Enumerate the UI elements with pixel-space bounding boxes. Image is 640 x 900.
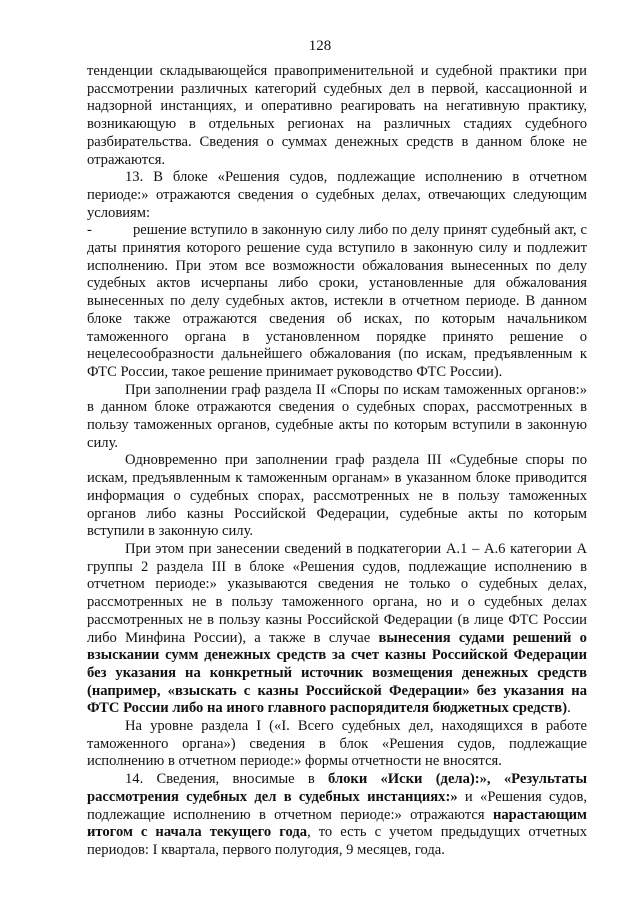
list-dash: -: [87, 222, 92, 239]
text-run: .: [567, 700, 571, 717]
text-run: На уровне раздела I («I. Всего судебных дел, находящихся в работе таможенного органа») сведения в блок «Решения судов, подлежащие исполнению в отчетном периоде:» формы отчетности не вносятся.: [87, 718, 587, 770]
text-run: и «Решения судов, подлежащие исполнению в отчетном периоде:» отражаются: [87, 788, 587, 823]
paragraph: [87, 718, 587, 771]
paragraph: [87, 382, 587, 453]
bold-text-run: вынесения судами решений о взыскании сумм денежных средств за счет казны Российской Федерации без указания на конкретный источник возмещения денежных средств (например, «взыскать с казны Российской Федерации» без указания на ФТС России либо на иного главного распорядителя бюджетных средств): [87, 629, 587, 717]
text-run: При этом при занесении сведений в подкатегории А.1 – А.6 категории А группы 2 раздела III в блоке «Решения судов, подлежащие исполнению в отчетном периоде:» указываются сведения не только о судебных делах, рассмотренных не в пользу таможенного органа, но и о судебных делах рассмотренных не в пользу казны Российской Федерации (в лице ФТС России либо Минфина России), а также в случае: [87, 540, 587, 646]
paragraph: [87, 771, 587, 860]
bold-text-run: блоки «Иски (дела):», «Результаты рассмотрения судебных дел в судебных инстанциях:»: [87, 771, 587, 805]
text-run: 14. Сведения, вносимые в: [125, 771, 329, 788]
text-run: Одновременно при заполнении граф раздела III «Судебные споры по искам, предъявленным к таможенным органам» в указанном блоке приводится информация о судебных спорах, рассмотренных не в пользу таможенных органов либо казны Российской Федерации, судебные акты по которым вступили в законную силу.: [87, 452, 587, 540]
paragraph: [87, 169, 587, 222]
paragraph: [87, 222, 587, 381]
paragraph: [87, 63, 587, 169]
text-run: решение вступило в законную силу либо по делу принят судебный акт, с даты принятия которого решение суда вступило в законную силу и подлежит исполнению. При этом все возможности обжалования вынесенных по делу судебных актов исчерпаны либо сроки, установленные для обжалования вынесенных по делу судебных актов, истекли в отчетном периоде. В данном блоке также отражаются сведения об исках, по которым начальником таможенного органа в установленном порядке принято решение о нецелесообразности дальнейшего обжалования (по искам, предъявленным к ФТС России, такое решение принимает руководство ФТС России).: [87, 222, 587, 380]
page-number: 128: [308, 38, 332, 54]
paragraph: [87, 452, 587, 541]
text-run: тенденции складывающейся правоприменительной и судебной практики при рассмотрении различных категорий судебных дел в первой, кассационной и надзорной инстанциях, и оперативно реагировать на негативную практику, возникающую в отдельных регионах на различных стадиях судебного разбирательства. Сведения о суммах денежных средств в данном блоке не отражаются.: [87, 63, 587, 168]
text-run: При заполнении граф раздела II «Споры по искам таможенных органов:» в данном блоке отражаются сведения о судебных спорах, рассмотренных в пользу таможенных органов, судебные акты по которым вступили в законную силу.: [87, 381, 587, 451]
bold-text-run: нарастающим итогом с начала текущего года: [87, 806, 587, 841]
paragraph: [87, 541, 587, 718]
document-body: [87, 63, 587, 860]
text-run: 13. В блоке «Решения судов, подлежащие исполнению в отчетном периоде:» отражаются сведения о судебных делах, отвечающих следующим условиям:: [87, 169, 587, 221]
text-run: , то есть с учетом предыдущих отчетных периодов: I квартала, первого полугодия, 9 месяцев, года.: [87, 824, 587, 858]
